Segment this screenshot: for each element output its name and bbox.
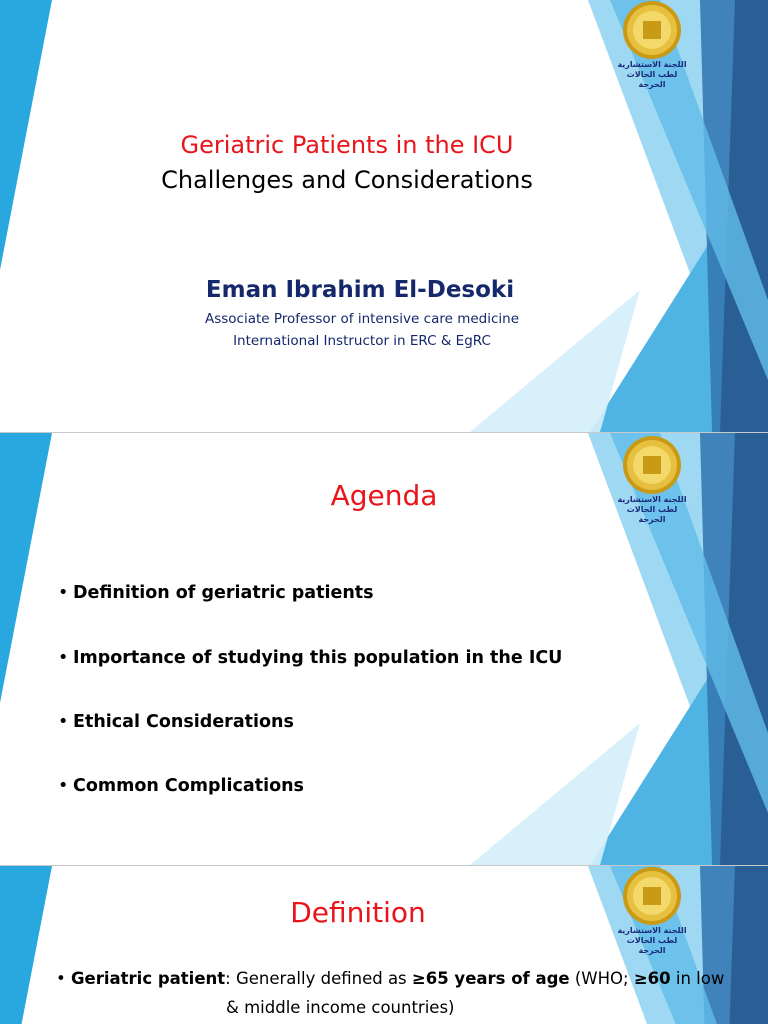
definition-title: Definition: [290, 896, 426, 929]
slide1-title: Geriatric Patients in the ICU: [180, 131, 514, 159]
golden-seal-icon: [614, 0, 690, 60]
author-name: Eman Ibrahim El-Desoki: [205, 277, 515, 303]
term: Geriatric patient: [70, 969, 226, 988]
affiliation-2: International Instructor in ERC & EgRC: [233, 333, 491, 349]
logo-text-1: اللجنة الاستشارية: [617, 926, 687, 935]
slide1-subtitle: Challenges and Considerations: [161, 166, 533, 194]
title-slide: [0, 0, 768, 432]
list-item: • Common Complications: [58, 776, 304, 796]
definition-slide: [0, 866, 768, 1024]
definition-line-2: & middle income countries): [226, 998, 455, 1017]
logo-text-1: اللجنة الاستشارية: [617, 60, 687, 69]
logo-text-1: اللجنة الاستشارية: [617, 495, 687, 504]
age-threshold: ≥65 years of age: [411, 969, 570, 988]
agenda-slide: [0, 433, 768, 865]
list-item: • Definition of geriatric patients: [58, 583, 374, 603]
logo: [612, 0, 692, 90]
agenda-title: Agenda: [330, 479, 438, 512]
affiliation-1: Associate Professor of intensive care medicine: [204, 311, 520, 327]
logo-text-2: لطب الحالات الحرجة: [626, 936, 678, 955]
list-item: • Ethical Considerations: [58, 712, 294, 732]
list-item: • Importance of studying this population in the ICU: [58, 648, 563, 668]
definition-line-1: • Geriatric patient: Generally defined as ≥65 years of age (WHO; ≥60 in low: [56, 969, 725, 988]
logo-text-2: لطب الحالات الحرجة: [626, 70, 678, 89]
age-threshold-low: ≥60: [633, 969, 671, 988]
logo-text-2: لطب الحالات الحرجة: [626, 505, 678, 524]
